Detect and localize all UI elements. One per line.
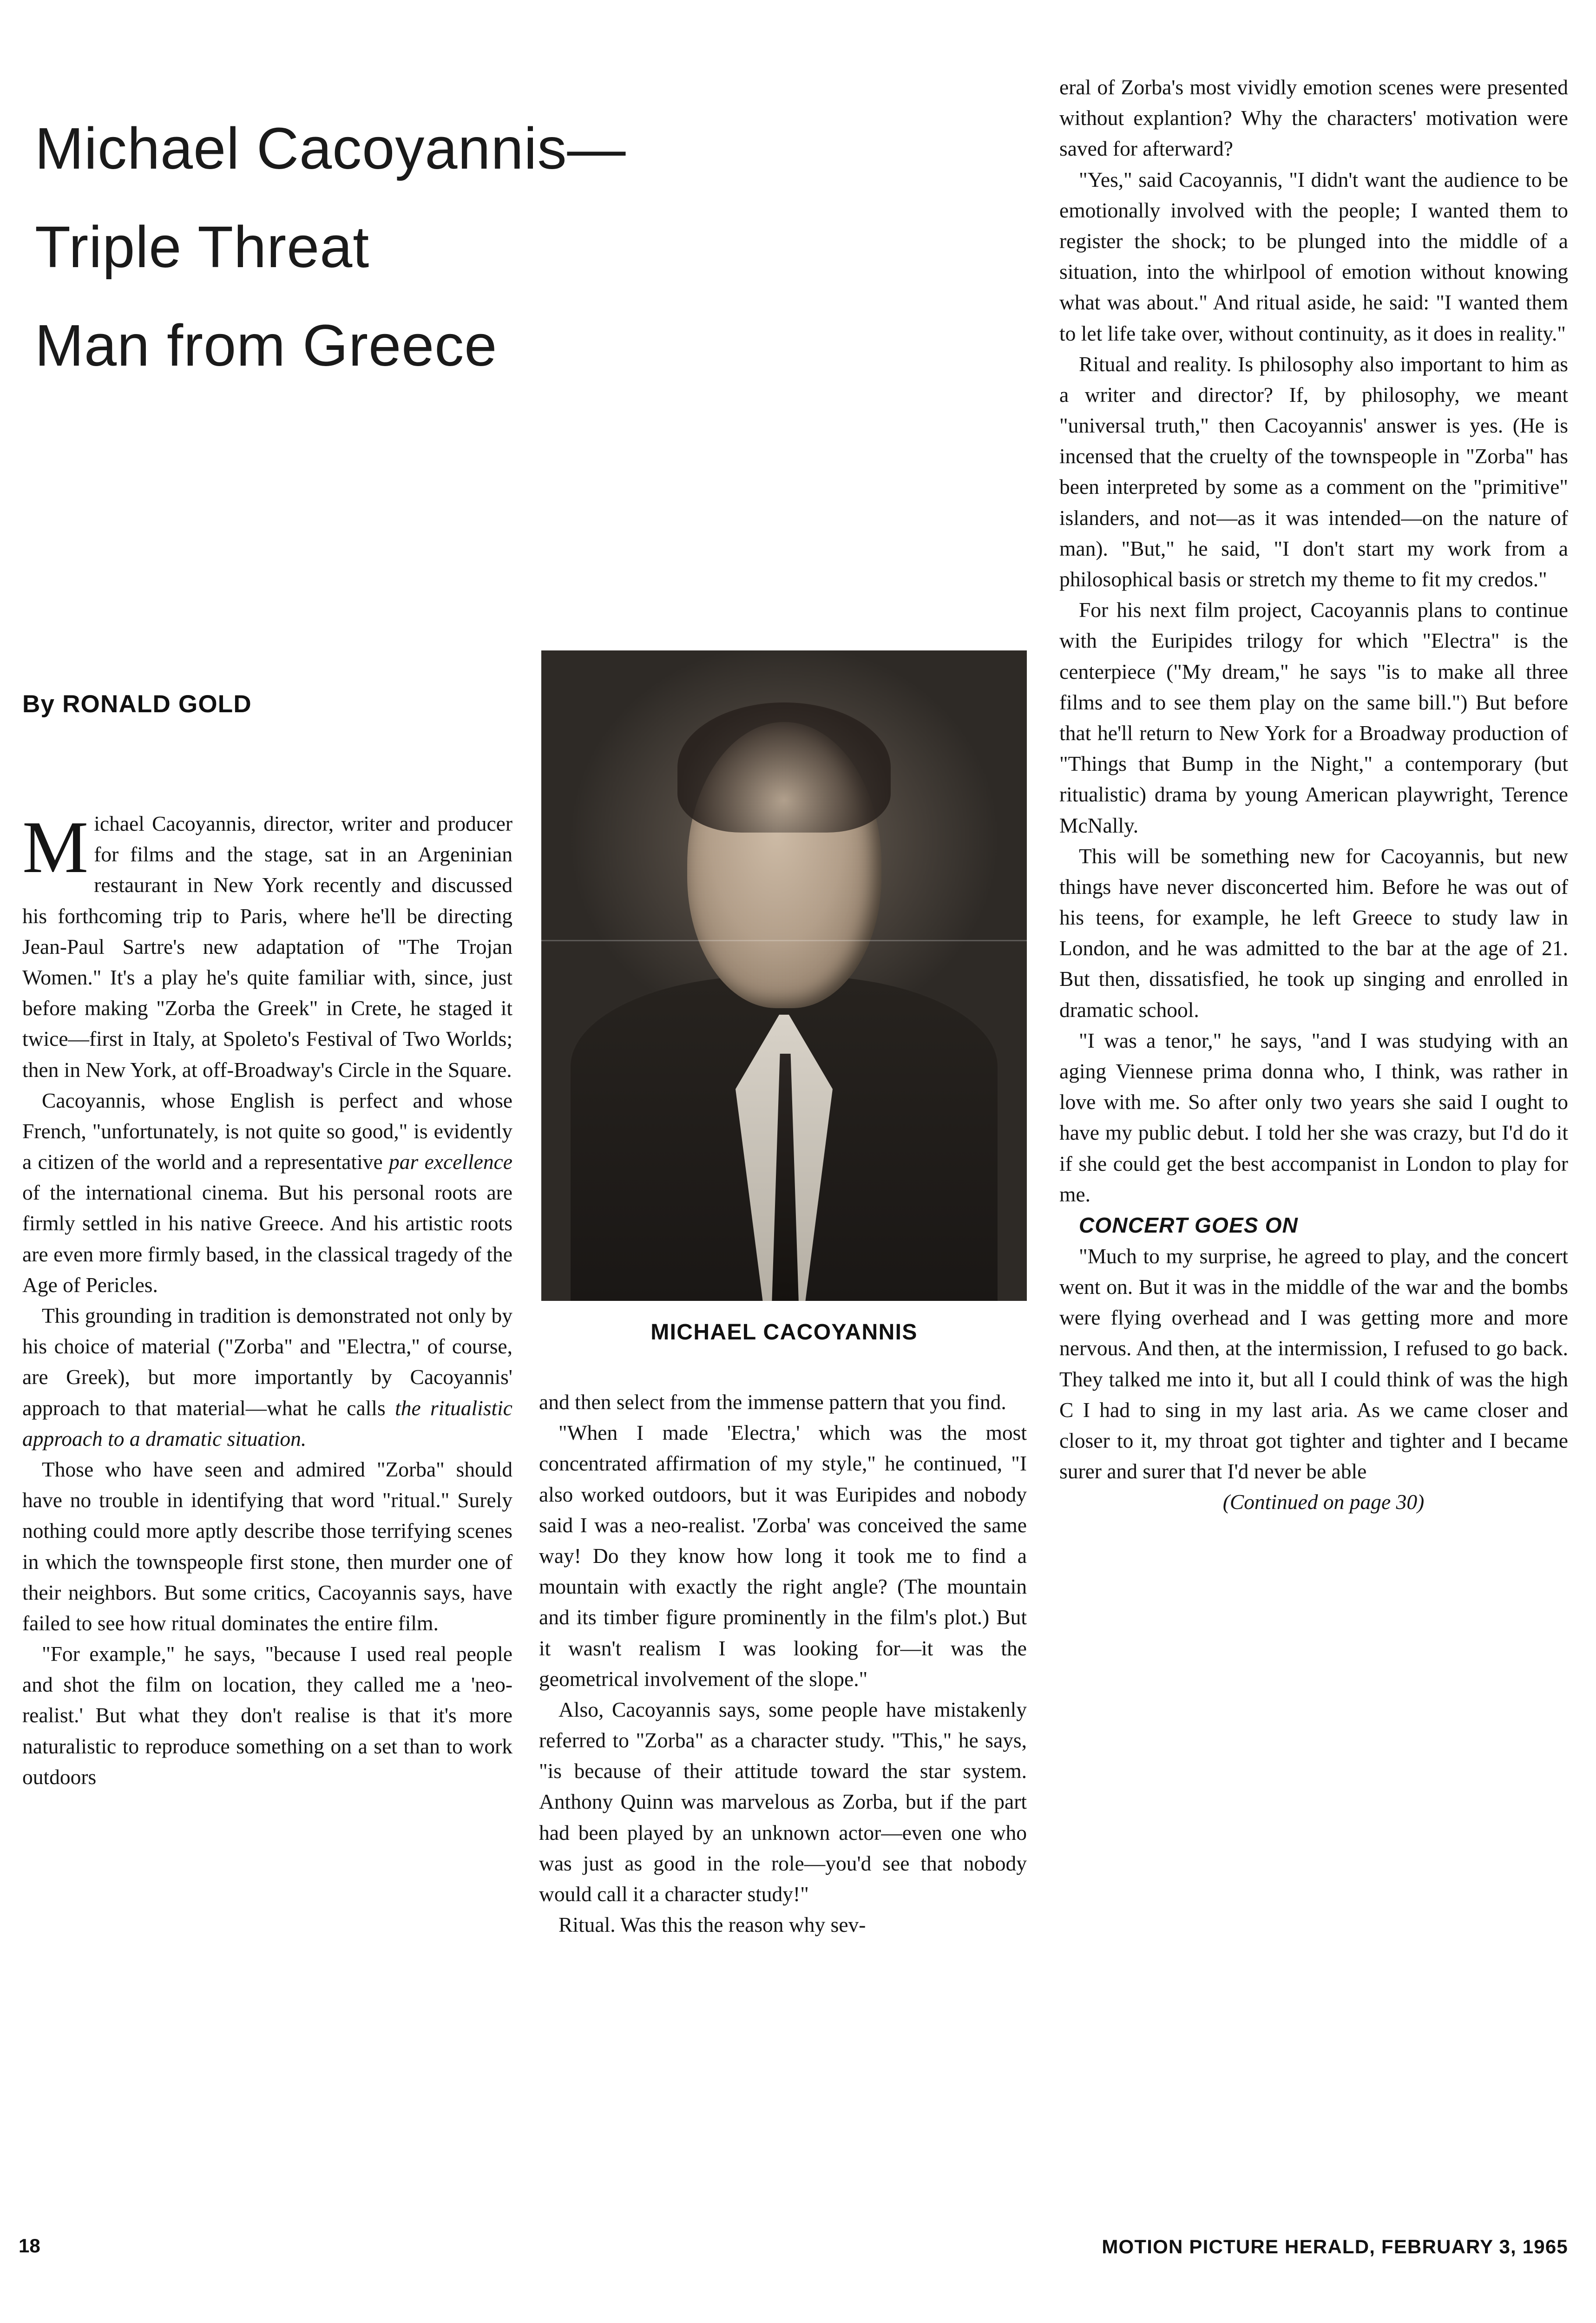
paragraph-text: This will be something new for Cacoyannis, but new things have never disconcerted him. Before he was out of his teens, for example, he left Greece to study law in London, and he was admitted to the bar at the age of 21. But then, dissatisfied, he took up singing and enrolled in dramatic school. [1059,844,1568,1022]
body-column-3 [1059,72,1568,2172]
paragraph [1059,164,1568,349]
paragraph-text: "For example," he says, "because I used real people and shot the film on location, they called me a 'neo-realist.' But what they don't realise is that it's more naturalistic to reproduce something on a set than to work outdoors [22,1642,512,1789]
paragraph-text: ichael Cacoyannis, director, writer and producer for films and the stage, sat in an Argeninian restaurant in New York recently and discussed his forthcoming trip to Paris, where he'll be directing Jean-Paul Sartre's new adaptation of "The Trojan Women." It's a play he's quite familiar with, since, just before making "Zorba the Greek" in Crete, he staged it twice—first in Italy, at Spoleto's Festival of Two Worlds; then in New York, at off-Broadway's Circle in the Square. [22,812,512,1082]
photo-grain [541,650,1027,1301]
paragraph [22,1300,512,1454]
paragraph-text: Ritual and reality. Is philosophy also important to him as a writer and director? If, by philosophy, we meant "universal truth," then Cacoyannis' answer is yes. (He is incensed that the cruelty of the townspeople in "Zorba" has been interpreted by some as a comment on the "primitive" islanders, and not—as it was intended—on the nature of man). "But," he said, "I don't start my work from a philosophical basis or stretch my theme to fit my credos." [1059,352,1568,591]
paragraph-text: "I was a tenor," he says, "and I was studying with an aging Viennese prima donna who, I think, was rather in love with me. So after only two years she said I ought to have my public debut. I told her she was crazy, but I'd do it if she could get the best accompanist in London to play for me. [1059,1028,1568,1206]
paragraph [539,1417,1027,1694]
paragraph-text: "Yes," said Cacoyannis, "I didn't want the audience to be emotionally involved with the people; I wanted them to register the shock; to be plunged into the middle of a situation, into the whirlpool of emotion without knowing what was about." And ritual aside, he said: "I wanted them to let life take over, without continuity, as it does in reality." [1059,167,1568,345]
paragraph [1059,349,1568,595]
headline-line-3: Man from Greece [35,312,498,378]
paragraph-text: Also, Cacoyannis says, some people have mistakenly referred to "Zorba" as a character study. "This," he says, "is because of their attitude toward the star system. Anthony Quinn was marvelous as Zorba, but if the part had been played by an unknown actor—even one who was just as good in the role—you'd see that nobody would call it a character study!" [539,1697,1027,1906]
paragraph-text: Ritual. Was this the reason why sev- [558,1913,866,1937]
page-title [35,99,992,394]
photo-caption: MICHAEL CACOYANNIS [650,1320,918,1345]
drop-cap: M [22,806,89,888]
byline: By RONALD GOLD [22,690,252,718]
paragraph [1059,1025,1568,1210]
paragraph [22,808,512,1085]
paragraph-text: For his next film project, Cacoyannis plans to continue with the Euripides trilogy for which "Electra" is the centerpiece ("My dream," he says "is to make all three films and to see them play on the same bill.") But before that he'll return to New York for a Broadway production of "Things that Bump in the Night," a contemporary (but ritualistic) drama by young American playwright, Terence McNally. [1059,598,1568,837]
portrait-photo [541,650,1027,1301]
paragraph [1059,1241,1568,1487]
paragraph-text: "Much to my surprise, he agreed to play, and the concert went on. But it was in the middle of the war and the bombs were flying overhead and I was getting more and more nervous. And then, at the intermission, I refused to go back. They talked me into it, but all I could think of was the high C I had to sing in my last aria. As we came closer and closer to it, my throat got tighter and tighter and I became surer and surer that I'd never be able [1059,1244,1568,1483]
paragraph [1059,841,1568,1025]
paragraph-text: Cacoyannis, whose English is perfect and whose French, "unfortunately, is not quite so good," is evidently a citizen of the world and a representative par excellence of the international cinema. But his personal roots are firmly settled in his native Greece. And his artistic roots are even more firmly based, in the classical tragedy of the Age of Pericles. [22,1088,512,1297]
body-column-2 [539,1387,1027,2195]
paragraph [1059,595,1568,841]
paragraph-text: Those who have seen and admired "Zorba" should have no trouble in identifying that word "ritual." Surely nothing could more aptly describe those terrifying scenes in which the townspeople first stone, then murder one of their neighbors. But some critics, Cacoyannis says, have failed to see how ritual dominates the entire film. [22,1457,512,1635]
paragraph [22,1085,512,1300]
section-subhead: CONCERT GOES ON [1079,1213,1299,1237]
paragraph [1059,72,1568,164]
paragraph-text: This grounding in tradition is demonstrated not only by his choice of material ("Zorba" and "Electra," of course, are Greek), but more importantly by Cacoyannis' approach to that material—what he calls the ritualistic approach to a dramatic situation. [22,1304,513,1450]
paragraph [539,1387,1027,1417]
paragraph-text: eral of Zorba's most vividly emotion scenes were presented without explantion? Why the characters' motivation were saved for afterward? [1059,75,1568,161]
paragraph [22,1454,512,1639]
paragraph [539,1910,1027,1940]
paragraph-text: "When I made 'Electra,' which was the most concentrated affirmation of my style," he continued, "I also worked outdoors, but it was Euripides and nobody said I was a neo-realist. 'Zorba' was conceived the same way! Do they know how long it took me to find a mountain with exactly the right angle? (The mountain and its timber figure prominently in the film's plot.) But it wasn't realism I was looking for—it was the geometrical involvement of the slope." [539,1421,1027,1691]
paragraph [22,1639,512,1792]
headline-line-1: Michael Cacoyannis— [35,116,626,182]
paragraph [539,1694,1027,1910]
body-column-1 [22,808,512,2193]
paragraph-text: and then select from the immense pattern that you find. [539,1390,1006,1414]
headline-line-2: Triple Threat [35,214,370,280]
publication-footer: MOTION PICTURE HERALD, FEBRUARY 3, 1965 [1102,2236,1568,2257]
continued-note: (Continued on page 30) [1222,1490,1425,1514]
portrait-image [541,650,1027,1301]
page-number: 18 [19,2235,40,2257]
